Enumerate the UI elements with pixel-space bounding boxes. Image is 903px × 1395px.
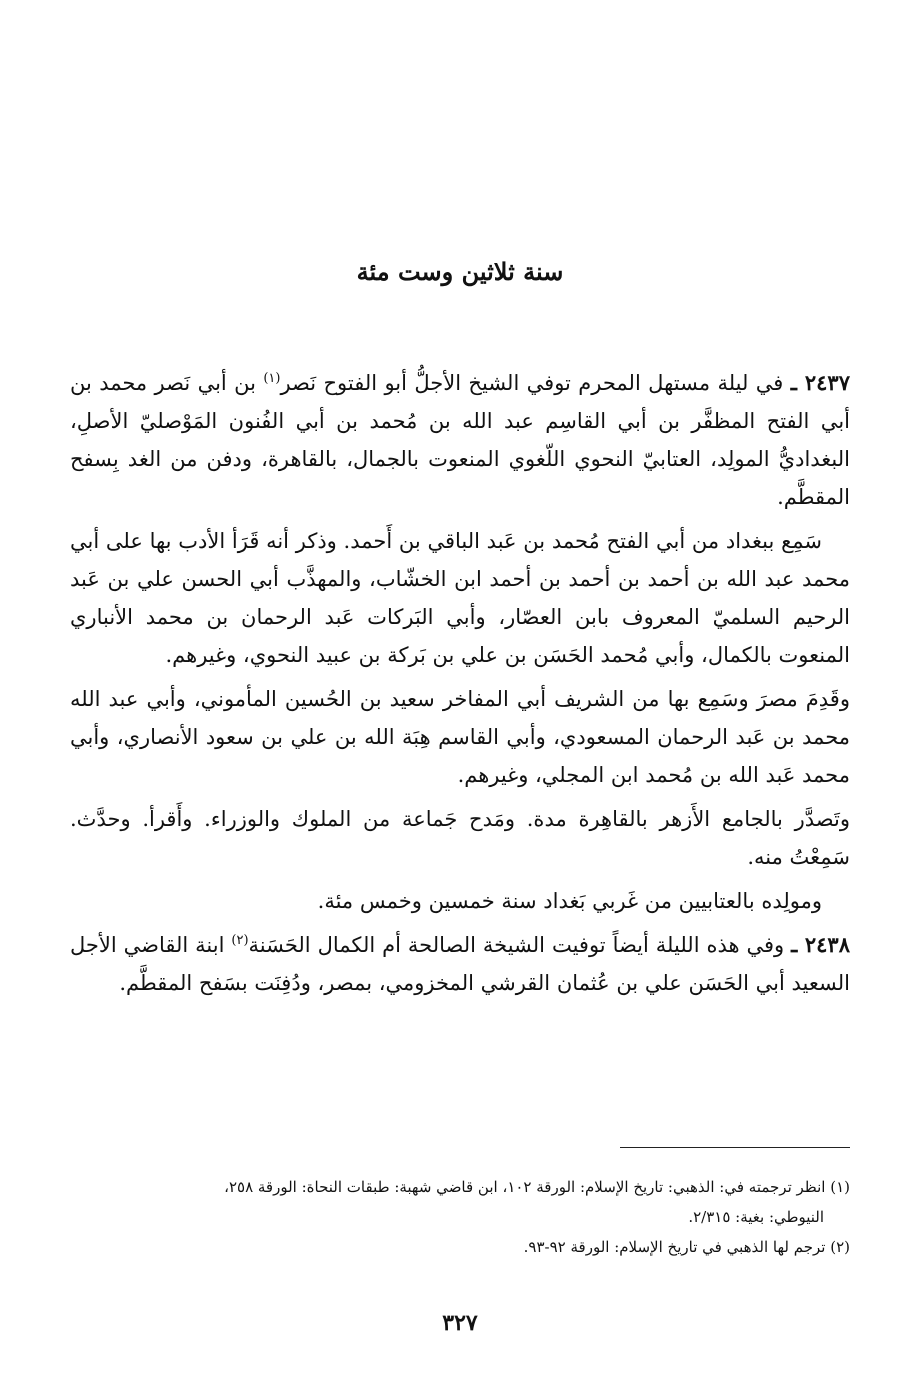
main-text (70, 364, 850, 1008)
footnote-1-continued: النيوطي: بغية: ٢/٣١٥. (688, 1208, 824, 1226)
footnote-divider (620, 1147, 850, 1148)
footnote-2: (٢) ترجم لها الذهبي في تاريخ الإسلام: الورقة ٩٢-٩٣. (523, 1238, 850, 1256)
entry-number: ٢٤٣٨ ـ (791, 932, 850, 957)
footnotes (70, 1172, 850, 1262)
entry-2438 (70, 926, 850, 1002)
footnote-1: (١) انظر ترجمته في: الذهبي: تاريخ الإسلام: الورقة ١٠٢، ابن قاضي شهبة: طبقات النحاة: الورقة ٢٥٨، (224, 1178, 850, 1196)
footnote-ref-2[interactable]: (٢) (231, 933, 249, 948)
paragraph-mawlid: ومولِده بالعتابيين من غَربي بَغداد سنة خمسين وخمس مئة. (317, 889, 822, 913)
paragraph-tasaddar: وتَصدَّر بالجامع الأَزهر بالقاهِرة مدة. ومَدح جَماعة من الملوك والوزراء. وأَقرأ. وحدَّث. سَمِعْتُ منه. (70, 807, 850, 869)
paragraph-qadim: وقَدِمَ مصرَ وسَمِع بها من الشريف أبي المفاخر سعيد بن الحُسين المأموني، وأبي عبد الله محمد بن عَبد الرحمان المسعودي، وأبي القاسم هِبَة الله بن علي بن سعود الأنصاري، وأبي محمد عَبد الله بن مُحمد ابن المجلي، وغيرهم. (70, 687, 850, 787)
footnote-ref-1[interactable]: (١) (263, 371, 281, 386)
entry-text-start: وفي هذه الليلة أيضاً توفيت الشيخة الصالحة أم الكمال الحَسَنة (248, 933, 785, 957)
entry-number: ٢٤٣٧ ـ (790, 370, 850, 395)
book-page (70, 0, 850, 1395)
entry-text-rest: ابنة القاضي الأجل السعيد أبي الحَسَن علي بن عُثمان القرشي المخزومي، بمصر، ودُفِنَت بسَفح المقطَّم. (70, 933, 850, 995)
entry-text-rest: بن أبي نَصر محمد بن أبي الفتح المظفَّر بن أبي القاسِم عبد الله بن مُحمد بن أبي الفُنون المَوْصليّ الأصلِ، البغداديُّ المولِد، العتابيّ النحوي اللّغوي المنعوت بالجمال، بالقاهرة، ودفن من الغد بِسفح المقطَّم. (70, 371, 850, 509)
section-heading: سنة ثلاثين وست مئة (356, 257, 564, 286)
page-number: ٣٢٧ (442, 1310, 478, 1336)
entry-text-start: في ليلة مستهل المحرم توفي الشيخ الأجلُّ أبو الفتوح نَصر (280, 371, 784, 395)
paragraph-sami: سَمِع ببغداد من أبي الفتح مُحمد بن عَبد الباقي بن أَحمد. وذكر أنه قَرَأ الأدب بها على أبي محمد عبد الله بن أحمد بن أحمد بن أحمد ابن الخشّاب، والمهذَّب أبي الحسن علي بن عَبد الرحيم السلميّ المعروف بابن العصّار، وأبي البَركات عَبد الرحمان بن محمد الأنباري المنعوت بالكمال، وأبي مُحمد الحَسَن بن علي بن بَركة بن عبيد النحوي، وغيرهم. (70, 529, 850, 667)
entry-2437 (70, 364, 850, 516)
